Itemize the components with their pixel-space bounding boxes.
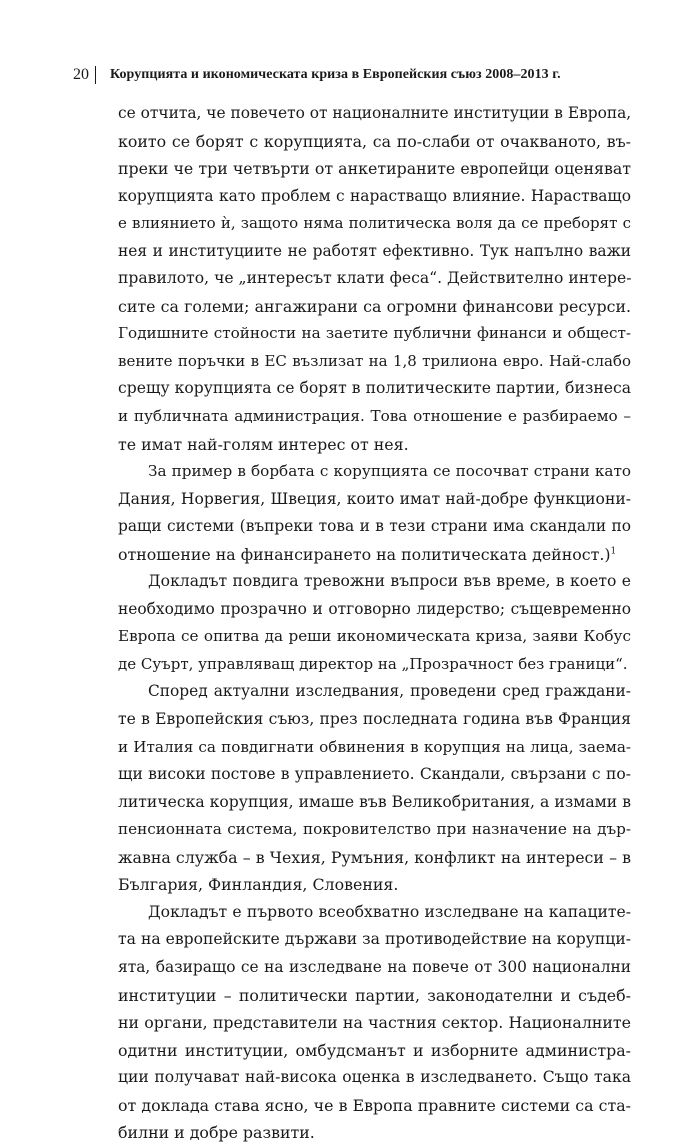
text-line-with-footnote	[118, 541, 631, 569]
text-line: и публичната администрация. Това отношение е разбираемо –	[118, 407, 631, 426]
text-line: те в Европейския съюз, през последната година във Франция	[118, 710, 631, 729]
text-line: необходимо прозрачно и отговорно лидерство; същевременно	[118, 599, 631, 618]
running-header	[73, 64, 653, 86]
text-line: ции получават най-висока оценка в изследването. Също така	[118, 1068, 631, 1087]
running-title: Корупцията и икономическата криза в Европейския съюз 2008–2013 г.	[110, 67, 561, 82]
text-line: сите са големи; ангажирани са огромни финансови ресурси.	[118, 296, 631, 316]
text-line: които се борят с корупцията, са по-слаби от очакваното, въ-	[118, 131, 631, 151]
header-divider	[95, 66, 96, 84]
text-line: България, Финландия, Словения.	[118, 875, 399, 895]
footnote-marker: 1	[610, 546, 617, 557]
text-line: Докладът повдига тревожни въпроси във време, в което е	[148, 572, 631, 591]
text-line: одитни институции, омбудсманът и изборните администра-	[118, 1040, 631, 1060]
text-line: щи високи постове в управлението. Скандали, свързани с по-	[118, 765, 631, 784]
text-line: жавна служба – в Чехия, Румъния, конфликт на интереси – в	[118, 847, 631, 867]
text-line: институции – политически партии, законодателни и съдеб-	[118, 985, 631, 1005]
text-line: нея и институциите не работят ефективно. Тук напълно важи	[118, 241, 631, 260]
text-line: вените поръчки в ЕС възлизат на 1,8 трилиона евро. Най-слабо	[118, 351, 631, 370]
text-line: корупцията като проблем с нарастващо влияние. Нарастващо	[118, 186, 631, 205]
text-line: Дания, Норвегия, Швеция, които имат най-добре функциони-	[118, 489, 631, 508]
text-line: литическа корупция, имаше във Великобритания, а измами в	[118, 792, 631, 811]
text-line: билни и добре развити.	[118, 1123, 315, 1143]
text-line: срещу корупцията се борят в политическите партии, бизнеса	[118, 379, 631, 398]
text-line: от доклада става ясно, че в Европа правните системи са ста-	[118, 1095, 631, 1115]
page-number: 20	[73, 66, 89, 83]
text-line: де Суърт, управляващ директор на „Прозрачност без граници“.	[118, 654, 628, 673]
text-line: пенсионната система, покровителство при назначение на дър-	[118, 820, 631, 839]
body-text	[118, 100, 631, 1147]
text-line: се отчита, че повечето от националните институции в Европа,	[118, 104, 632, 122]
text-line: Според актуални изследвания, проведени сред граждани-	[148, 682, 631, 701]
text-line: те имат най-голям интерес от нея.	[118, 434, 409, 454]
text-line: Докладът е първото всеобхватно изследване на капацитe-	[148, 902, 631, 921]
text-line: Европа се опитва да реши икономическата криза, заяви Кобус	[118, 627, 631, 646]
text-line: е влиянието ѝ, защото няма политическа воля да се преборят с	[118, 214, 631, 233]
text-line: отношение на финансирането на политическата дейност.)	[118, 544, 611, 564]
text-line: За пример в борбата с корупцията се посочват страни като	[148, 462, 631, 481]
text-line: и Италия са повдигнати обвинения в корупция на лица, заема-	[118, 737, 631, 756]
text-line: ята, базиращо се на изследване на повече от 300 национални	[118, 957, 631, 976]
text-line: преки че три четвърти от анкетираните европейци оценяват	[118, 159, 631, 179]
text-line: правилото, че „интересът клати феса“. Действително интере-	[118, 269, 632, 288]
text-line: Годишните стойности на заетите публични финанси и общест-	[118, 324, 631, 343]
text-line: ни органи, представители на частния сектор. Националните	[118, 1013, 631, 1033]
text-line: ращи системи (въпреки това и в тези страни има скандали по	[118, 517, 631, 536]
text-line: та на европейските държави за противодействие на корупци-	[118, 930, 631, 949]
